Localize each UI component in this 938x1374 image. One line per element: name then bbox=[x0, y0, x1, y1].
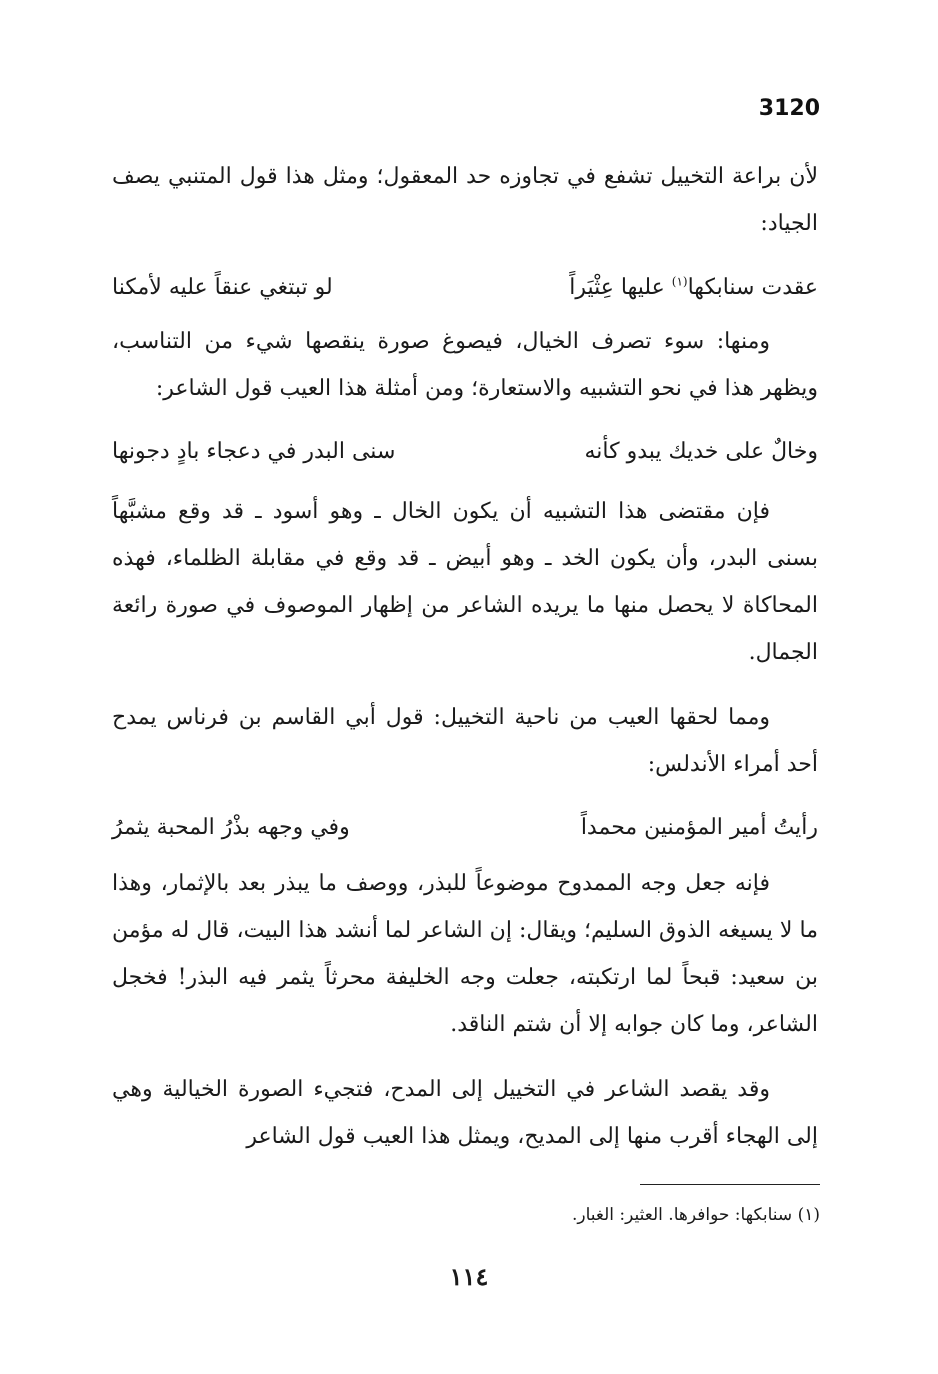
paragraph-2-block bbox=[112, 318, 818, 412]
paragraph-2: ومنها: سوء تصرف الخيال، فيصوغ صورة ينقصها شيء من التناسب، ويظهر هذا في نحو التشبيه والاستعارة؛ ومن أمثلة هذا العيب قول الشاعر: bbox=[112, 329, 818, 401]
verse-1 bbox=[112, 268, 818, 308]
paragraph-6-block bbox=[112, 1066, 818, 1160]
verse-1-second-hemistich: لو تبتغي عنقاً عليه لأمكنا bbox=[112, 275, 333, 300]
verse-2 bbox=[112, 432, 818, 472]
verse-1-first-hemistich bbox=[569, 268, 818, 308]
page-reference-number: 3120 bbox=[758, 96, 820, 121]
page-number: ١١٤ bbox=[449, 1262, 489, 1291]
paragraph-3-block bbox=[112, 488, 818, 676]
verse-1-first-part-a: عقدت سنابكها bbox=[687, 275, 818, 300]
paragraph-5-block bbox=[112, 860, 818, 1048]
verse-3-second-hemistich: وفي وجهه بذْرُ المحبة يثمرُ bbox=[112, 815, 350, 840]
footnote-divider bbox=[640, 1184, 820, 1185]
paragraph-6: وقد يقصد الشاعر في التخييل إلى المدح، فتجيء الصورة الخيالية وهي إلى الهجاء أقرب منها إلى المديح، ويمثل هذا العيب قول الشاعر bbox=[112, 1077, 818, 1149]
footnote-marker[interactable]: (١) bbox=[671, 274, 688, 289]
paragraph-4: ومما لحقها العيب من ناحية التخييل: قول أبي القاسم بن فرناس يمدح أحد أمراء الأندلس: bbox=[112, 705, 818, 777]
paragraph-3: فإن مقتضى هذا التشبيه أن يكون الخال ـ وهو أسود ـ قد وقع مشبَّهاً بسنى البدر، وأن يكون الخد ـ وهو أبيض ـ قد وقع في مقابلة الظلماء، فهذه المحاكاة لا يحصل منها ما يريده الشاعر من إظهار الموصوف في صورة رائعة الجمال. bbox=[112, 499, 818, 665]
paragraph-1-block bbox=[112, 153, 818, 247]
paragraph-1: لأن براعة التخييل تشفع في تجاوزه حد المعقول؛ ومثل هذا قول المتنبي يصف الجياد: bbox=[112, 164, 818, 236]
footnote-1: (١) سنابكها: حوافرها. العثير: الغبار. bbox=[571, 1205, 820, 1225]
verse-3-first-hemistich: رأيتُ أمير المؤمنين محمداً bbox=[580, 815, 818, 840]
verse-2-second-hemistich: سنى البدر في دعجاء بادٍ دجونها bbox=[112, 439, 396, 464]
paragraph-5: فإنه جعل وجه الممدوح موضوعاً للبذر، ووصف ما يبذر بعد بالإثمار، وهذا ما لا يسيغه الذوق السليم؛ ويقال: إن الشاعر لما أنشد هذا البيت، قال له مؤمن بن سعيد: قبحاً لما ارتكبته، جعلت وجه الخليفة محرثاً يثمر فيه البذر! فخجل الشاعر، وما كان جوابه إلا أن شتم الناقد. bbox=[112, 871, 818, 1037]
verse-1-first-part-b: عليها عِثْيَراً bbox=[569, 275, 672, 300]
verse-2-first-hemistich: وخالٌ على خديك يبدو كأنه bbox=[584, 439, 818, 464]
paragraph-4-block bbox=[112, 694, 818, 788]
verse-3 bbox=[112, 808, 818, 848]
